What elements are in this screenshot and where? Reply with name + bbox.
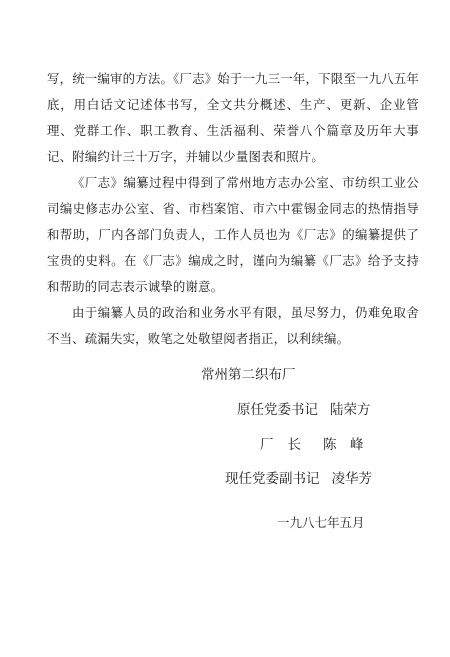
paragraph-3: 由于编纂人员的政治和业务水平有限，虽尽努力，仍难免取舍不当、疏漏失实，败笔之处敬望阅者指正，以利续编。	[47, 305, 419, 346]
signature-role: 现任党委副书记	[225, 471, 320, 487]
signature-line-deputy-secretary	[225, 470, 372, 488]
paragraph-2: 《厂志》编纂过程中得到了常州地方志办公室、市纺织工业公司编史修志办公室、省、市档案馆、市六中霍锡金同志的热情指导和帮助，厂内各部门负责人，工作人员也为《厂志》的编纂提供了宝贵的史料。在《厂志》编成之时，谨向为编纂《厂志》给予支持和帮助的同志表示诚挚的谢意。	[47, 175, 419, 294]
signature-line-factory-director	[260, 436, 364, 454]
signature-name: 凌华芳	[331, 471, 372, 487]
preface-body	[47, 66, 419, 352]
signature-role: 原任党委书记	[237, 402, 318, 418]
signature-role-part: 厂	[260, 437, 274, 453]
signature-name: 陆荣方	[330, 402, 371, 418]
signature-organization: 常州第二织布厂	[201, 367, 296, 383]
signature-line-party-secretary	[237, 401, 371, 419]
paragraph-1: 写，统一编审的方法。《厂志》始于一九三一年，下限至一九八五年底，用白话文记述体书写，全文共分概述、生产、更新、企业管理、党群工作、职工教育、生活福利、荣誉八个篇章及历年大事记、附编约计三十万字，并辅以少量图表和照片。	[47, 71, 419, 164]
signature-date: 一九八七年五月	[277, 515, 365, 530]
signature-name: 陈 峰	[323, 437, 364, 453]
signature-role-part: 长	[287, 437, 301, 453]
